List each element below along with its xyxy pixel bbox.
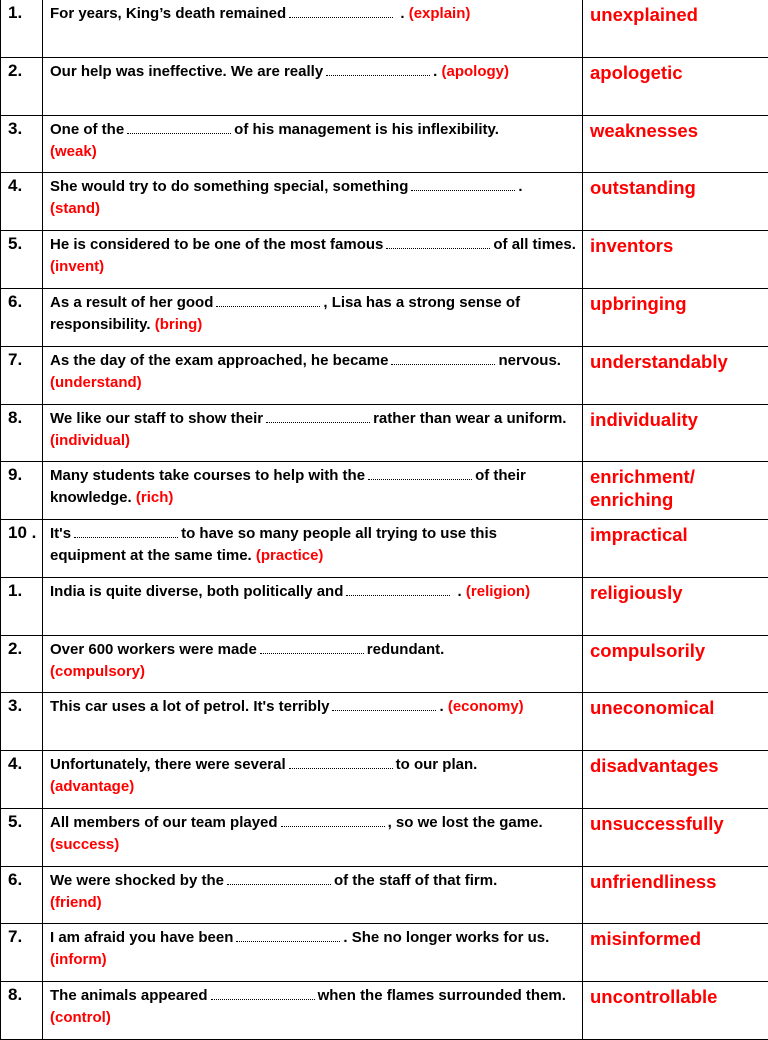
sentence-after-blank: to our plan. [396,756,478,773]
question-text [43,173,583,231]
question-number: 3. [1,693,43,751]
sentence-after-blank: , Lisa has a strong sense of responsibility. [50,294,520,333]
question-text [43,578,583,636]
word-hint: (invent) [50,258,104,275]
sentence-after-blank: . [433,63,437,80]
answer-cell: upbringing [583,289,768,347]
sentence-before-blank: One of the [50,121,124,138]
table-row [1,578,768,636]
table-row [1,116,768,173]
table-row [1,867,768,924]
sentence-before-blank: This car uses a lot of petrol. It's terribly [50,698,329,715]
word-hint: (explain) [409,5,471,22]
question-number: 8. [1,405,43,462]
sentence-before-blank: He is considered to be one of the most famous [50,236,383,253]
answer-blank [216,292,320,307]
question-number: 4. [1,751,43,809]
sentence-before-blank: Many students take courses to help with the [50,467,365,484]
sentence-before-blank: It's [50,525,71,542]
word-hint: (apology) [442,63,510,80]
answer-cell: disadvantages [583,751,768,809]
sentence-before-blank: Unfortunately, there were several [50,756,286,773]
answer-cell: misinformed [583,924,768,982]
answer-cell: apologetic [583,58,768,116]
answer-cell: individuality [583,405,768,462]
table-row [1,982,768,1040]
answer-blank [74,523,178,538]
sentence-before-blank: We were shocked by the [50,872,224,889]
word-hint: (economy) [448,698,524,715]
answer-cell: compulsorily [583,636,768,693]
answer-cell: weaknesses [583,116,768,173]
answer-blank [391,350,495,365]
sentence-after-blank: redundant. [367,641,445,658]
question-text [43,982,583,1040]
answer-blank [289,3,393,18]
table-row [1,289,768,347]
question-number: 3. [1,116,43,173]
question-text [43,924,583,982]
table-row [1,231,768,289]
question-number: 4. [1,173,43,231]
question-number: 2. [1,636,43,693]
answer-blank [411,176,515,191]
answer-blank [260,639,364,654]
sentence-before-blank: For years, King’s death remained [50,5,286,22]
answer-cell: enrichment/ enriching [583,462,768,520]
table-row [1,0,768,58]
answer-blank [236,927,340,942]
table-row [1,58,768,116]
answer-blank [346,581,450,596]
word-hint: (understand) [50,374,142,391]
question-number: 6. [1,289,43,347]
sentence-after-blank: when the flames surrounded them. [318,987,566,1004]
table-row [1,173,768,231]
question-text [43,809,583,867]
answer-blank [326,61,430,76]
word-hint: (control) [50,1009,111,1026]
answer-blank [368,465,472,480]
word-hint: (success) [50,836,119,853]
sentence-after-blank: . [518,178,522,195]
word-hint: (bring) [155,316,202,333]
question-text [43,347,583,405]
question-text [43,751,583,809]
answer-blank [211,985,315,1000]
question-number: 2. [1,58,43,116]
word-hint: (friend) [50,892,576,914]
question-text [43,231,583,289]
question-text [43,520,583,578]
answer-cell: unexplained [583,0,768,58]
question-text [43,116,583,173]
answer-cell: understandably [583,347,768,405]
answer-cell: uncontrollable [583,982,768,1040]
sentence-after-blank: to have so many people all trying to use this equipment at the same time. [50,525,497,564]
word-hint: (advantage) [50,776,576,798]
question-text [43,0,583,58]
sentence-before-blank: She would try to do something special, something [50,178,408,195]
sentence-after-blank: , so we lost the game. [388,814,543,831]
sentence-after-blank: of the staff of that firm. [334,872,497,889]
table-row [1,520,768,578]
question-number: 1. [1,0,43,58]
sentence-before-blank: Our help was ineffective. We are really [50,63,323,80]
sentence-after-blank: . She no longer works for us. [343,929,549,946]
sentence-before-blank: India is quite diverse, both politically and [50,583,343,600]
table-row [1,809,768,867]
answer-cell: unfriendliness [583,867,768,924]
sentence-before-blank: Over 600 workers were made [50,641,257,658]
question-text [43,867,583,924]
question-number: 1. [1,578,43,636]
sentence-after-blank: of his management is his inflexibility. [234,121,499,138]
question-number: 6. [1,867,43,924]
answer-cell: inventors [583,231,768,289]
sentence-before-blank: All members of our team played [50,814,278,831]
word-hint: (practice) [256,547,324,564]
word-hint: (rich) [136,489,174,506]
table-row [1,924,768,982]
answer-blank [289,754,393,769]
sentence-after-blank: . [396,5,404,22]
word-hint: (individual) [50,432,130,449]
answer-blank [332,696,436,711]
word-hint: (compulsory) [50,661,576,683]
sentence-before-blank: We like our staff to show their [50,410,263,427]
sentence-after-blank: . [439,698,443,715]
answer-cell: uneconomical [583,693,768,751]
word-hint: (weak) [50,141,576,163]
sentence-before-blank: As the day of the exam approached, he became [50,352,388,369]
question-text [43,636,583,693]
word-hint: (inform) [50,951,107,968]
sentence-before-blank: As a result of her good [50,294,213,311]
sentence-after-blank: of their knowledge. [50,467,526,506]
sentence-before-blank: I am afraid you have been [50,929,233,946]
answer-blank [281,812,385,827]
question-number: 7. [1,347,43,405]
sentence-after-blank: . [453,583,461,600]
table-row [1,405,768,462]
question-number: 5. [1,231,43,289]
table-row [1,462,768,520]
answer-blank [386,234,490,249]
table-row [1,693,768,751]
answer-cell: unsuccessfully [583,809,768,867]
question-number: 7. [1,924,43,982]
question-number: 10 . [1,520,43,578]
question-text [43,289,583,347]
answer-cell: impractical [583,520,768,578]
answer-cell: outstanding [583,173,768,231]
question-text [43,58,583,116]
table-row [1,751,768,809]
question-number: 9. [1,462,43,520]
sentence-after-blank: nervous. [498,352,561,369]
table-row [1,636,768,693]
sentence-after-blank: of all times. [493,236,576,253]
question-text [43,462,583,520]
word-hint: (religion) [466,583,530,600]
question-text [43,693,583,751]
sentence-before-blank: The animals appeared [50,987,208,1004]
answer-blank [227,870,331,885]
question-number: 8. [1,982,43,1040]
answer-blank [127,119,231,134]
question-text [43,405,583,462]
word-hint: (stand) [50,198,576,220]
answer-cell: religiously [583,578,768,636]
question-number: 5. [1,809,43,867]
answer-blank [266,408,370,423]
sentence-after-blank: rather than wear a uniform. [373,410,566,427]
table-row [1,347,768,405]
